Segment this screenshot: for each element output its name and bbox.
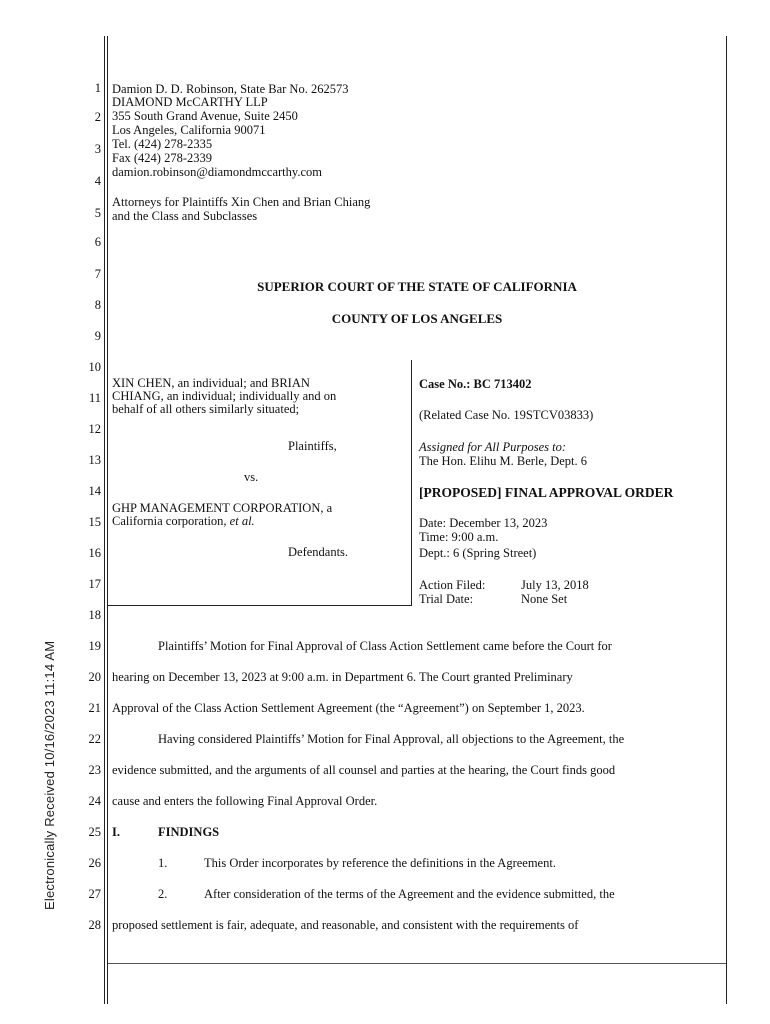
line-number: 25 xyxy=(88,825,101,839)
line-number: 7 xyxy=(94,267,101,281)
line-number: 21 xyxy=(88,701,101,715)
left-margin-rule xyxy=(104,36,105,1004)
line-number: 10 xyxy=(88,360,101,374)
line-number: 24 xyxy=(88,794,101,808)
case-number: Case No.: BC 713402 xyxy=(419,377,532,391)
line-number: 18 xyxy=(88,608,101,622)
firm-address-1: 355 South Grand Avenue, Suite 2450 xyxy=(112,109,298,123)
hearing-time: Time: 9:00 a.m. xyxy=(419,530,499,544)
defendant-line-2 xyxy=(112,515,255,527)
firm-tel: Tel. (424) 278-2335 xyxy=(112,137,213,151)
line-number: 15 xyxy=(88,515,101,529)
trial-date-label: Trial Date: xyxy=(419,592,474,606)
firm-address-2: Los Angeles, California 90071 xyxy=(112,123,266,137)
line-number: 19 xyxy=(88,639,101,653)
line-number: 6 xyxy=(94,235,101,249)
plaintiff-line-1: XIN CHEN, an individual; and BRIAN xyxy=(112,376,310,390)
related-case: (Related Case No. 19STCV03833) xyxy=(419,408,594,422)
defendant-line-2-text: California corporation, xyxy=(112,514,230,528)
line-number: 2 xyxy=(94,110,101,124)
line-number: 14 xyxy=(88,484,101,498)
attorney-email: damion.robinson@diamondmccarthy.com xyxy=(112,165,322,179)
line-number: 12 xyxy=(88,422,101,436)
line-number: 11 xyxy=(88,391,101,405)
defendant-line-1: GHP MANAGEMENT CORPORATION, a xyxy=(112,501,333,515)
line-number: 1 xyxy=(94,81,101,95)
line-number: 16 xyxy=(88,546,101,560)
item-2-text: After consideration of the terms of the Agreement and the evidence submitted, the xyxy=(204,887,615,901)
item-2-number: 2. xyxy=(158,887,168,901)
versus-label: vs. xyxy=(244,470,259,484)
line-number: 23 xyxy=(88,763,101,777)
section-heading: FINDINGS xyxy=(158,825,220,839)
filing-stamp: Electronically Received 10/16/2023 11:14 AM xyxy=(42,640,57,910)
attorneys-for-2: and the Class and Subclasses xyxy=(112,209,258,223)
assigned-judge: The Hon. Elihu M. Berle, Dept. 6 xyxy=(419,454,588,468)
hearing-dept: Dept.: 6 (Spring Street) xyxy=(419,546,537,560)
line-number: 5 xyxy=(94,206,101,220)
section-number: I. xyxy=(112,825,120,839)
line-number: 9 xyxy=(94,329,101,343)
line-number: 13 xyxy=(88,453,101,467)
line-number: 4 xyxy=(94,174,101,188)
plaintiff-line-3: behalf of all others similarly situated; xyxy=(112,402,300,416)
plaintiff-line-2: CHIANG, an individual; individually and on xyxy=(112,389,337,403)
trial-date-value: None Set xyxy=(521,592,568,606)
assigned-label: Assigned for All Purposes to: xyxy=(419,440,566,454)
action-filed-value: July 13, 2018 xyxy=(521,578,589,592)
firm-fax: Fax (424) 278-2339 xyxy=(112,151,212,165)
court-name: SUPERIOR COURT OF THE STATE OF CALIFORNIA xyxy=(257,279,577,294)
right-margin-rule xyxy=(726,36,727,1004)
line-number: 17 xyxy=(88,577,101,591)
caption-divider xyxy=(411,360,412,606)
defendants-label: Defendants. xyxy=(288,545,349,559)
court-county: COUNTY OF LOS ANGELES xyxy=(331,311,503,326)
body-paragraph-2-line-1: Having considered Plaintiffs’ Motion for Final Approval, all objections to the Agreement, the xyxy=(158,732,625,746)
line-number: 27 xyxy=(88,887,101,901)
hearing-date: Date: December 13, 2023 xyxy=(419,516,548,530)
item-2-line-2: proposed settlement is fair, adequate, and reasonable, and consistent with the requirements of xyxy=(112,918,579,932)
body-paragraph-2-line-2: evidence submitted, and the arguments of all counsel and parties at the hearing, the Court finds good xyxy=(112,763,616,777)
document-title: [PROPOSED] FINAL APPROVAL ORDER xyxy=(419,485,674,500)
plaintiffs-label: Plaintiffs, xyxy=(288,439,337,453)
footer-rule xyxy=(108,963,726,964)
body-paragraph-1-line-2: hearing on December 13, 2023 at 9:00 a.m. in Department 6. The Court granted Preliminary xyxy=(112,670,573,684)
line-number: 28 xyxy=(88,918,101,932)
body-paragraph-1-line-3: Approval of the Class Action Settlement Agreement (the “Agreement”) on September 1, 2023. xyxy=(112,701,585,715)
action-filed-label: Action Filed: xyxy=(419,578,486,592)
line-number: 3 xyxy=(94,142,101,156)
attorneys-for-1: Attorneys for Plaintiffs Xin Chen and Brian Chiang xyxy=(112,195,371,209)
body-paragraph-1-line-1: Plaintiffs’ Motion for Final Approval of Class Action Settlement came before the Court for xyxy=(158,639,612,653)
attorney-name: Damion D. D. Robinson, State Bar No. 262573 xyxy=(112,82,349,96)
body-paragraph-2-line-3: cause and enters the following Final Approval Order. xyxy=(112,794,378,808)
item-1-text: This Order incorporates by reference the definitions in the Agreement. xyxy=(204,856,556,870)
line-number: 20 xyxy=(88,670,101,684)
firm-name: DIAMOND McCARTHY LLP xyxy=(112,95,268,109)
line-number: 22 xyxy=(88,732,101,746)
line-number: 8 xyxy=(94,298,101,312)
et-al: et al. xyxy=(229,514,255,528)
item-1-number: 1. xyxy=(158,856,168,870)
line-number: 26 xyxy=(88,856,101,870)
left-margin-rule-inner xyxy=(107,36,108,1004)
caption-bottom-rule xyxy=(108,605,412,606)
